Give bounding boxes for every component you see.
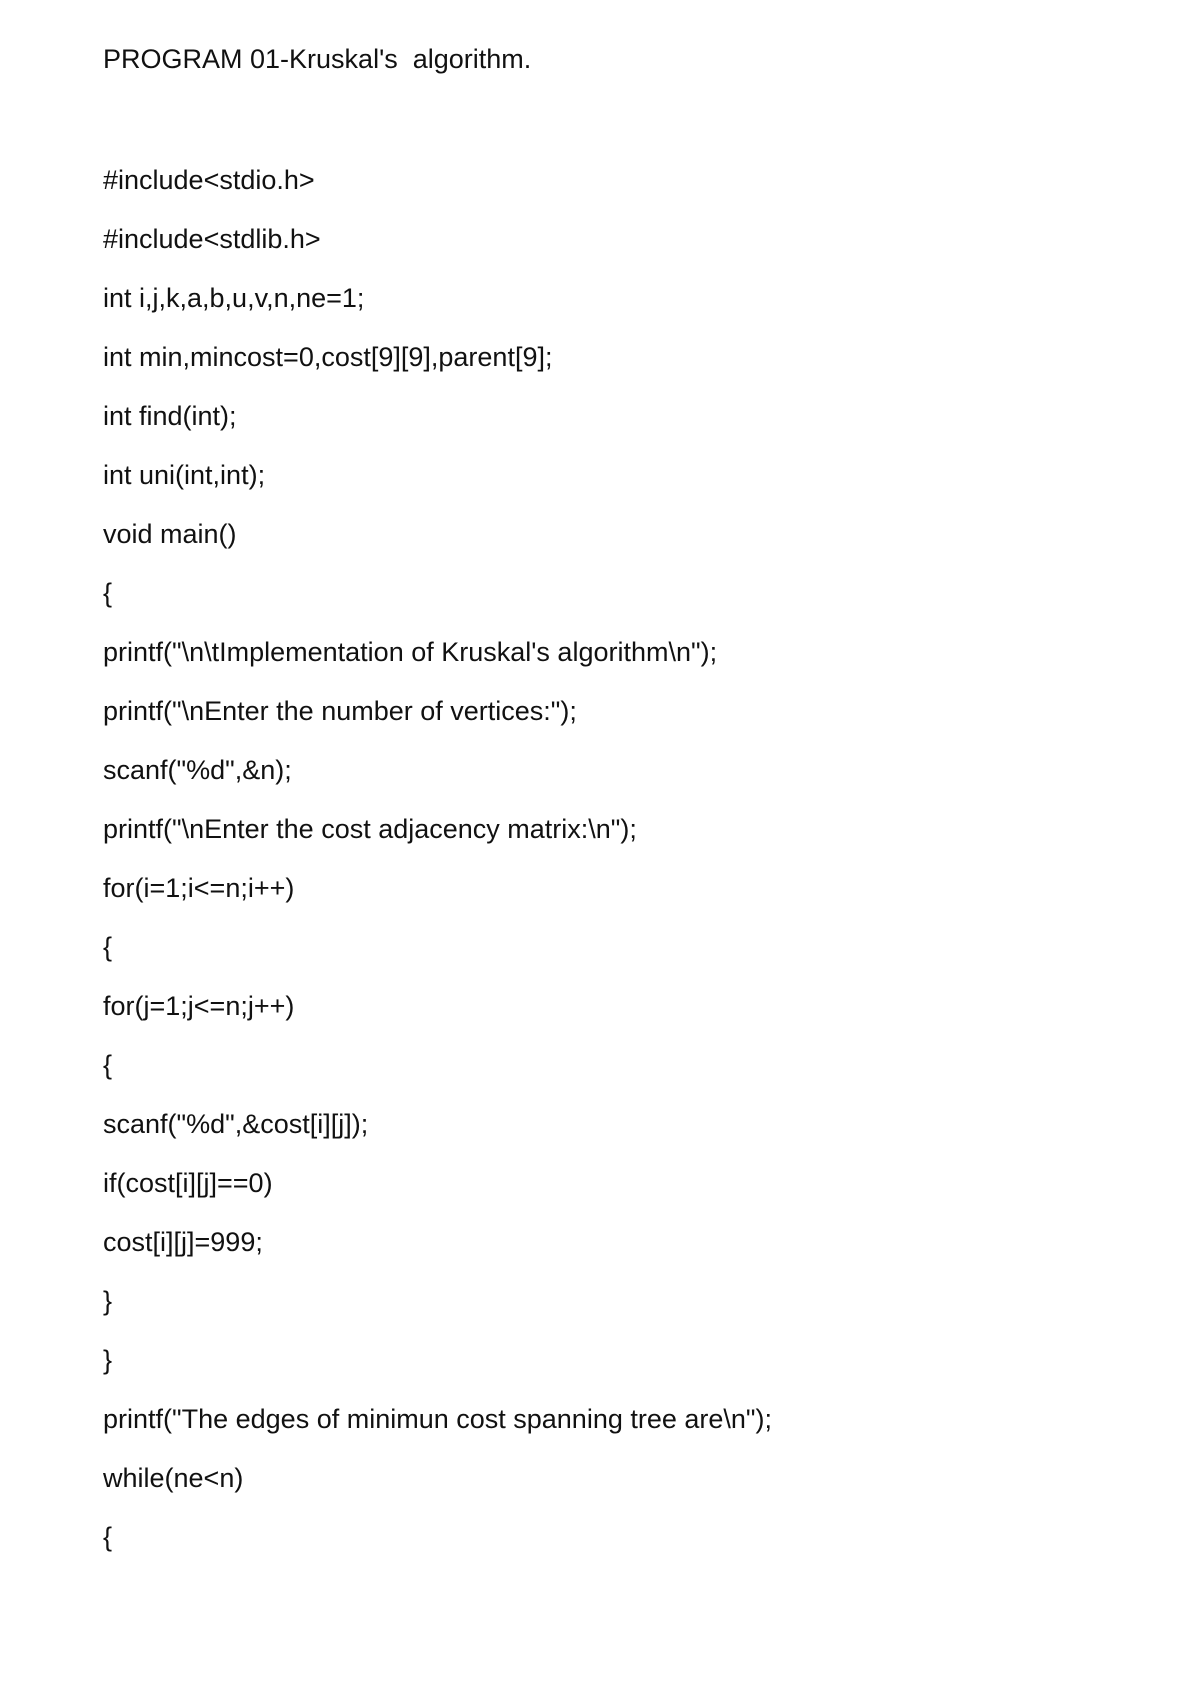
- code-line: int find(int);: [103, 401, 237, 431]
- code-line: {: [103, 578, 113, 608]
- code-listing: [103, 160, 772, 1576]
- code-line: while(ne<n): [103, 1463, 244, 1493]
- code-line: printf("\nEnter the number of vertices:");: [103, 696, 577, 726]
- code-line: }: [103, 1345, 113, 1375]
- code-line: printf("The edges of minimun cost spanning tree are\n");: [103, 1404, 773, 1434]
- code-line: if(cost[i][j]==0): [103, 1168, 273, 1198]
- code-line: {: [103, 932, 113, 962]
- code-line: printf("\n\tImplementation of Kruskal's algorithm\n");: [103, 637, 718, 667]
- code-line: int uni(int,int);: [103, 460, 266, 490]
- code-line: }: [103, 1286, 113, 1316]
- page-title: PROGRAM 01-Kruskal's algorithm.: [103, 44, 532, 74]
- code-line: int min,mincost=0,cost[9][9],parent[9];: [103, 342, 553, 372]
- code-line: scanf("%d",&cost[i][j]);: [103, 1109, 369, 1139]
- code-line: cost[i][j]=999;: [103, 1227, 263, 1257]
- code-line: {: [103, 1522, 113, 1552]
- code-line: scanf("%d",&n);: [103, 755, 292, 785]
- code-line: printf("\nEnter the cost adjacency matrix:\n");: [103, 814, 637, 844]
- code-line: for(i=1;i<=n;i++): [103, 873, 295, 903]
- code-line: void main(): [103, 519, 237, 549]
- code-line: for(j=1;j<=n;j++): [103, 991, 295, 1021]
- code-line: {: [103, 1050, 113, 1080]
- code-line: #include<stdlib.h>: [103, 224, 321, 254]
- code-line: #include<stdio.h>: [103, 165, 315, 195]
- code-line: int i,j,k,a,b,u,v,n,ne=1;: [103, 283, 365, 313]
